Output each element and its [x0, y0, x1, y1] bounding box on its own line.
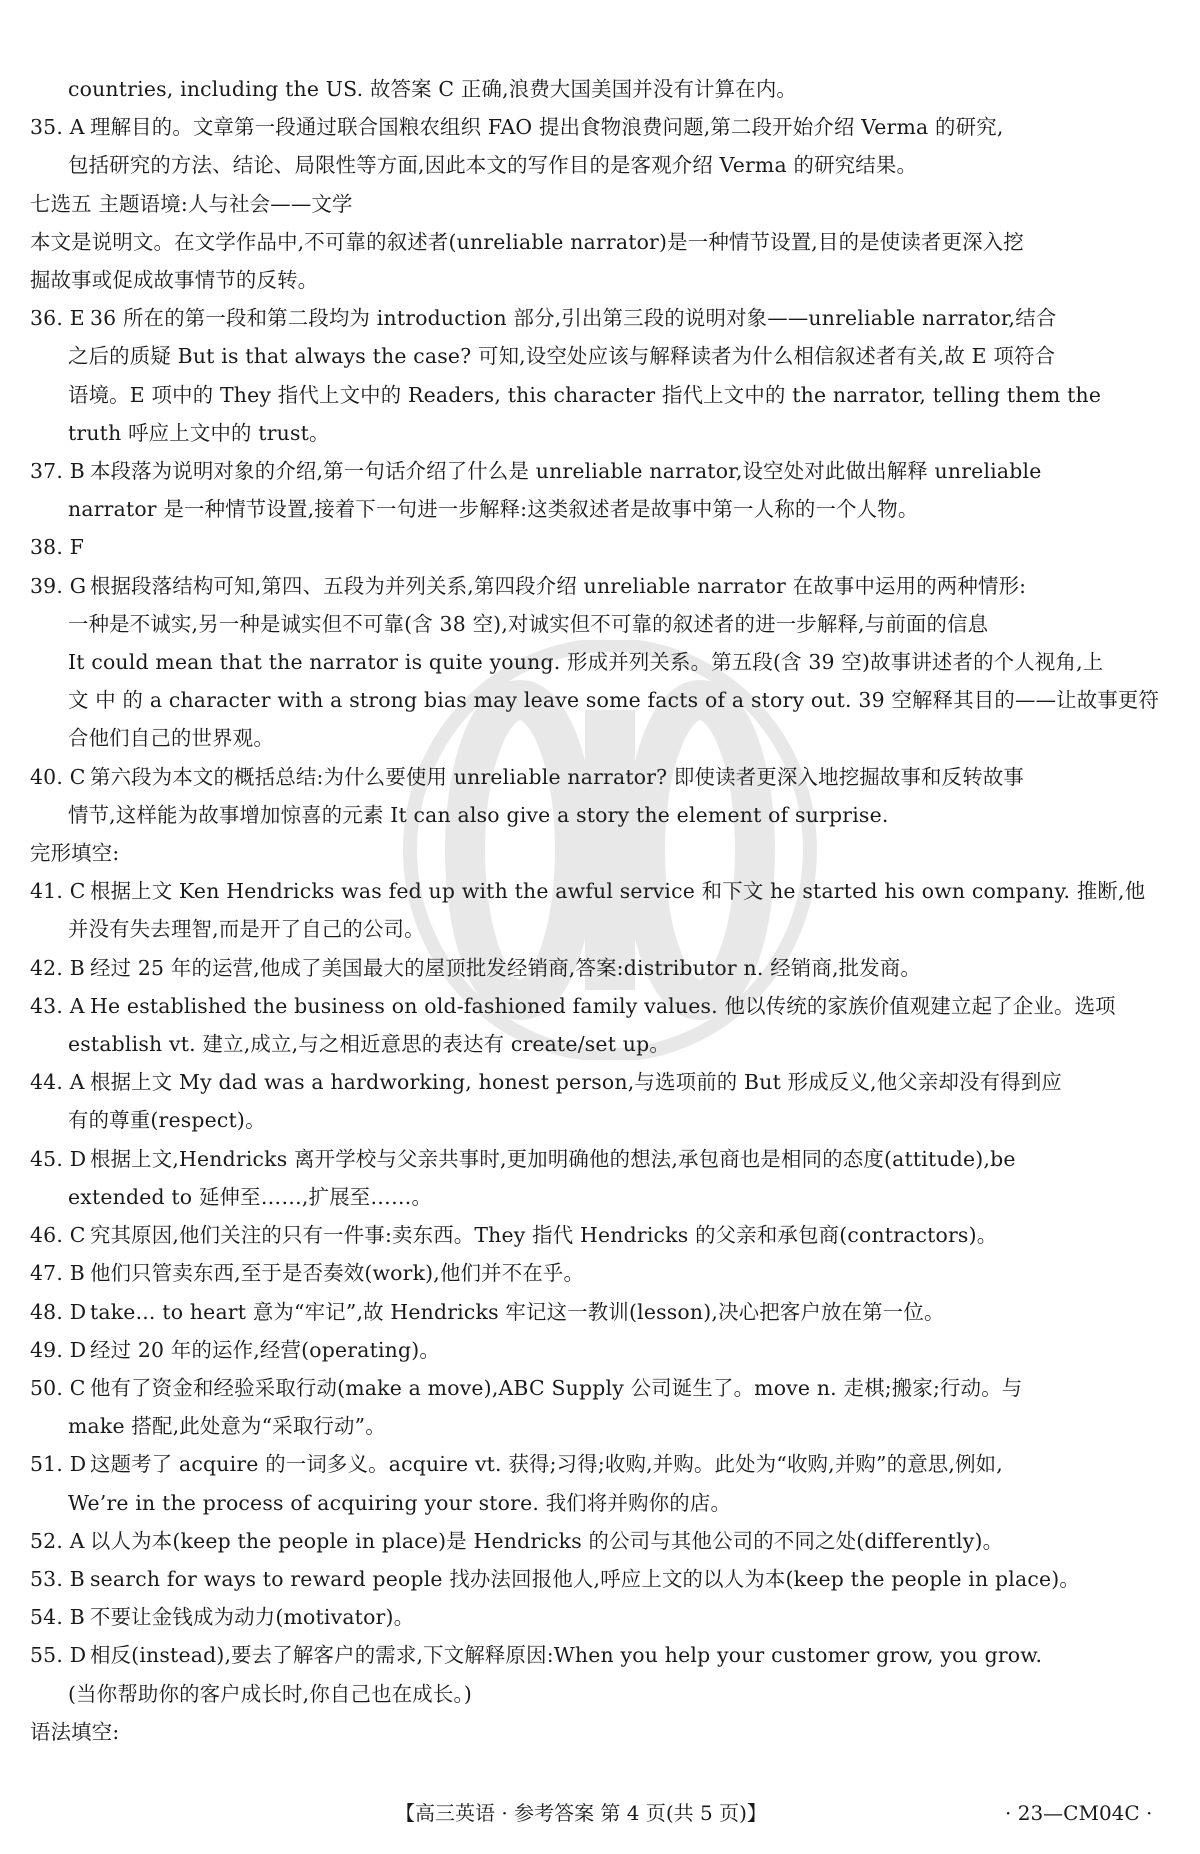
answer-text-line: 合他们自己的世界观。: [68, 726, 274, 751]
answer-number: 36. E: [30, 306, 85, 331]
text-line: 本文是说明文。在文学作品中,不可靠的叙述者(unreliable narrator)是一种情节设置,目的是使读者更深入挖: [30, 229, 1024, 254]
answer-number: 51. D: [30, 1452, 87, 1477]
answer-text: 这题考了 acquire 的一词多义。acquire vt. 获得;习得;收购,并购。此处为“收购,并购”的意思,例如,: [90, 1452, 1003, 1477]
page-footer: [0, 1793, 1200, 1833]
answer-item: [30, 949, 1170, 987]
answer-key-page: [30, 70, 1170, 1751]
answer-number: 37. B: [30, 459, 85, 484]
answer-text-line: extended to 延伸至……,扩展至……。: [68, 1184, 433, 1209]
answer-item: [30, 1293, 1170, 1331]
answer-item: [30, 987, 1170, 1063]
answer-text-line: 语境。E 项中的 They 指代上文中的 Readers, this character 指代上文中的 the narrator, telling them the: [68, 382, 1102, 407]
answer-text: 他们只管卖东西,至于是否奏效(work),他们并不在乎。: [90, 1261, 585, 1286]
answer-text-line: (当你帮助你的客户成长时,你自己也在成长。): [68, 1681, 473, 1706]
answer-item: [30, 1063, 1170, 1139]
answer-text: 本段落为说明对象的介绍,第一句话介绍了什么是 unreliable narrator,设空处对此做出解释 unreliable: [90, 459, 1042, 484]
answer-text-line: truth 呼应上文中的 trust。: [68, 420, 330, 445]
answer-text: 以人为本(keep the people in place)是 Hendricks 的公司与其他公司的不同之处(differently)。: [90, 1528, 1004, 1553]
answer-text-line: 之后的质疑 But is that always the case? 可知,设空处应该与解释读者为什么相信叙述者有关,故 E 项符合: [68, 344, 1056, 369]
answer-item: [30, 1216, 1170, 1254]
paragraph: [30, 70, 1170, 108]
answer-text: 相反(instead),要去了解客户的需求,下文解释原因:When you help your customer grow, you grow.: [90, 1643, 1043, 1668]
answer-text: take... to heart 意为“牢记”,故 Hendricks 牢记这一教训(lesson),决心把客户放在第一位。: [90, 1299, 945, 1324]
text-line: 掘故事或促成故事情节的反转。: [30, 268, 319, 293]
answer-text: 不要让金钱成为动力(motivator)。: [90, 1605, 415, 1630]
answer-text: search for ways to reward people 找办法回报他人,呼应上文的以人为本(keep the people in place)。: [90, 1566, 1080, 1591]
answer-number: 53. B: [30, 1566, 85, 1591]
answer-text: 根据段落结构可知,第四、五段为并列关系,第四段介绍 unreliable narrator 在故事中运用的两种情形:: [90, 573, 1027, 598]
answer-text: 根据上文 My dad was a hardworking, honest person,与选项前的 But 形成反义,他父亲却没有得到应: [90, 1070, 1063, 1095]
answer-text: 第六段为本文的概括总结:为什么要使用 unreliable narrator? 即使读者更深入地挖掘故事和反转故事: [90, 764, 1025, 789]
answer-text-line: 文 中 的 a character with a strong bias may leave some facts of a story out. 39 空解释其目的——让故事更符: [68, 688, 1160, 713]
answer-number: 48. D: [30, 1299, 87, 1324]
section-heading: [30, 185, 1170, 223]
section-heading: [30, 1713, 1170, 1751]
answer-number: 35. A: [30, 115, 85, 140]
answer-text-line: 情节,这样能为故事增加惊喜的元素 It can also give a story the element of surprise.: [68, 802, 889, 827]
answer-text-line: make 搭配,此处意为“采取行动”。: [68, 1414, 386, 1439]
answer-item: [30, 1598, 1170, 1636]
answer-item: [30, 567, 1170, 758]
answer-text: 究其原因,他们关注的只有一件事:卖东西。They 指代 Hendricks 的父亲和承包商(contractors)。: [90, 1223, 998, 1248]
answer-number: 55. D: [30, 1643, 87, 1668]
answer-number: 39. G: [30, 573, 87, 598]
answer-text-line: 一种是不诚实,另一种是诚实但不可靠(含 38 空),对诚实但不可靠的叙述者的进一步解释,与前面的信息: [68, 611, 989, 636]
answer-item: [30, 1636, 1170, 1712]
answer-text-line: 并没有失去理智,而是开了自己的公司。: [68, 917, 425, 942]
answer-number: 52. A: [30, 1528, 85, 1553]
answer-item: [30, 1369, 1170, 1445]
answer-number: 46. C: [30, 1223, 86, 1248]
answer-text: 根据上文 Ken Hendricks was fed up with the awful service 和下文 he started his own company. 推断,他: [90, 879, 1146, 904]
answer-number: 47. B: [30, 1261, 85, 1286]
heading-text: 七选五 主题语境:人与社会——文学: [30, 191, 353, 216]
text-line: countries, including the US. 故答案 C 正确,浪费大国美国并没有计算在内。: [68, 77, 798, 101]
answer-number: 38. F: [30, 535, 85, 560]
answer-number: 50. C: [30, 1375, 86, 1400]
answer-item: [30, 1445, 1170, 1521]
answer-text-line: It could mean that the narrator is quite young. 形成并列关系。第五段(含 39 空)故事讲述者的个人视角,上: [68, 650, 1104, 675]
answer-number: 42. B: [30, 955, 85, 980]
answer-number: 49. D: [30, 1337, 87, 1362]
answer-text-line: We’re in the process of acquiring your store. 我们将并购你的店。: [68, 1490, 732, 1515]
answer-number: 45. D: [30, 1146, 87, 1171]
answer-item: [30, 108, 1170, 184]
answer-number: 44. A: [30, 1070, 85, 1095]
answer-item: [30, 1560, 1170, 1598]
answer-item: [30, 758, 1170, 834]
footer-code: · 23—CM04C ·: [1005, 1801, 1153, 1825]
answer-item: [30, 1331, 1170, 1369]
answer-item: [30, 528, 1170, 566]
answer-text: 根据上文,Hendricks 离开学校与父亲共事时,更加明确他的想法,承包商也是相同的态度(attitude),be: [90, 1146, 1016, 1171]
answer-item: [30, 299, 1170, 452]
answer-text: 经过 20 年的运作,经营(operating)。: [90, 1337, 441, 1362]
answer-number: 54. B: [30, 1605, 85, 1630]
answer-text: He established the business on old-fashioned family values. 他以传统的家族价值观建立起了企业。选项: [90, 993, 1116, 1018]
answer-text: 36 所在的第一段和第二段均为 introduction 部分,引出第三段的说明对象——unreliable narrator,结合: [90, 306, 1057, 331]
answer-number: 40. C: [30, 764, 86, 789]
answer-item: [30, 1522, 1170, 1560]
footer-page-info: 【高三英语 · 参考答案 第 4 页(共 5 页)】: [395, 1801, 767, 1825]
answer-number: 43. A: [30, 993, 85, 1018]
answer-item: [30, 1254, 1170, 1292]
answer-text-line: 有的尊重(respect)。: [68, 1108, 266, 1133]
answer-number: 41. C: [30, 879, 86, 904]
answer-item: [30, 1140, 1170, 1216]
answer-text: 经过 25 年的运营,他成了美国最大的屋顶批发经销商,答案:distributor n. 经销商,批发商。: [90, 955, 922, 980]
answer-text: 理解目的。文章第一段通过联合国粮农组织 FAO 提出食物浪费问题,第二段开始介绍 Verma 的研究,: [90, 115, 1004, 140]
section-heading: [30, 834, 1170, 872]
heading-text: 语法填空:: [30, 1719, 120, 1744]
answer-text: 他有了资金和经验采取行动(make a move),ABC Supply 公司诞生了。move n. 走棋;搬家;行动。与: [90, 1375, 1023, 1400]
paragraph: [30, 223, 1170, 299]
answer-text-line: 包括研究的方法、结论、局限性等方面,因此本文的写作目的是客观介绍 Verma 的研究结果。: [68, 153, 918, 178]
answer-item: [30, 872, 1170, 948]
answer-item: [30, 452, 1170, 528]
answer-text-line: establish vt. 建立,成立,与之相近意思的表达有 create/set up。: [68, 1032, 670, 1057]
heading-text: 完形填空:: [30, 841, 120, 866]
answer-text-line: narrator 是一种情节设置,接着下一句进一步解释:这类叙述者是故事中第一人称的一个人物。: [68, 497, 919, 522]
